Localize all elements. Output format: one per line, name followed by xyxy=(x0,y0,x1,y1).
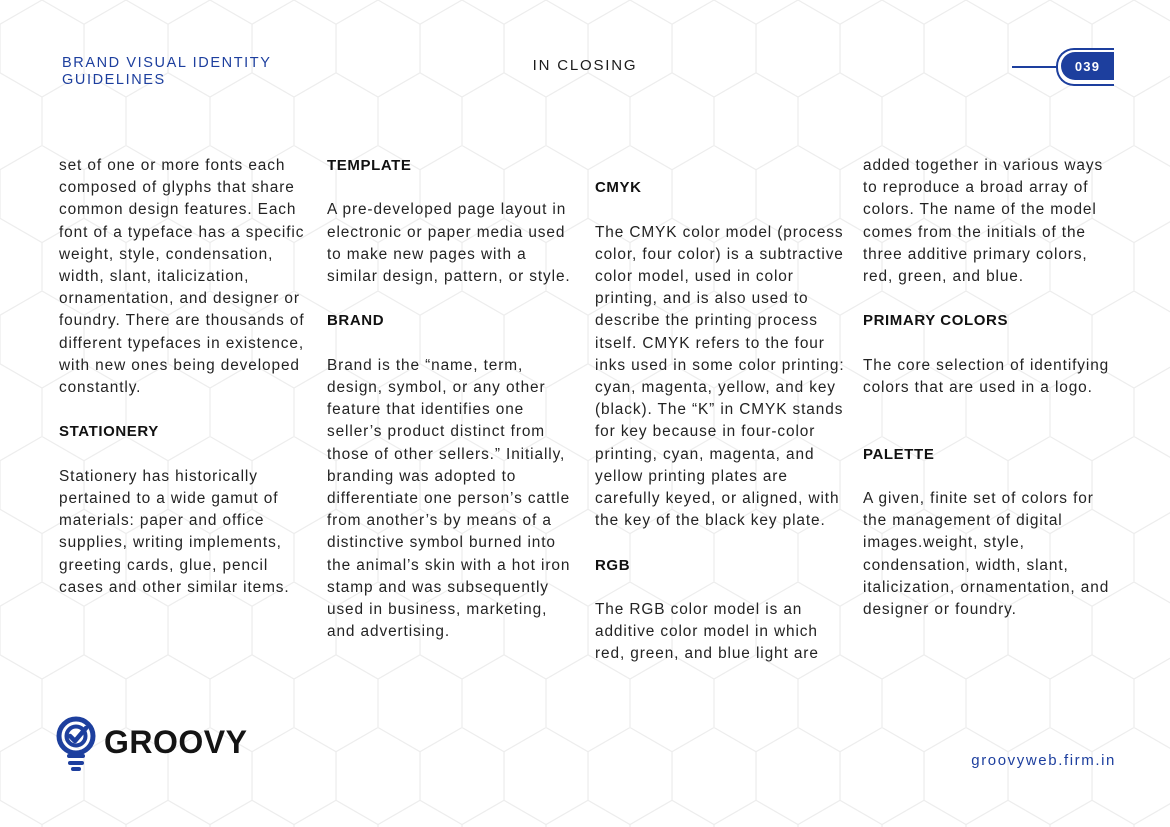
palette-heading: PALETTE xyxy=(863,445,935,463)
page-number: 039 xyxy=(1061,52,1114,80)
brand-heading: BRAND xyxy=(327,312,385,330)
primary-colors-heading: PRIMARY COLORS xyxy=(863,312,1009,330)
brand-text: Brand is the “name, term, design, symbol, or any other feature that identifies one seller’s product distinct from those of other sellers.” Initially, branding was adopted to differentiate one person’s cattle from another’s by means of a distinctive symbol burned into the animal’s skin with a hot iron stamp and was subsequently used in business, marketing, and advertising. xyxy=(327,356,571,641)
page-number-badge xyxy=(1012,48,1114,84)
stationery-heading: STATIONERY xyxy=(59,423,159,441)
cmyk-heading: CMYK xyxy=(595,179,642,197)
rgb-text: The RGB color model is an additive color model in which red, green, and blue light are xyxy=(595,601,819,663)
template-heading: TEMPLATE xyxy=(327,157,412,174)
stationery-text: Stationery has historically pertained to a wide gamut of materials: paper and office supplies, writing implements, greeting cards, glue, pencil cases and other similar items. xyxy=(59,467,290,596)
lightbulb-check-icon xyxy=(56,716,96,772)
rgb-heading: RGB xyxy=(595,556,631,574)
logo-wordmark: GROOVY xyxy=(104,724,248,760)
page-number-line xyxy=(1012,66,1058,68)
document-title: BRAND VISUAL IDENTITY GUIDELINES xyxy=(62,55,272,88)
palette-text: A given, finite set of colors for the management of digital images.weight, style, condensation, width, slant, italicization, ornamentation, and designer or foundry. xyxy=(863,489,1110,618)
groovy-logo xyxy=(56,716,256,772)
template-text: A pre-developed page layout in electronic or paper media used to make new pages with a similar design, pattern, or style. xyxy=(327,201,571,285)
column-1 xyxy=(59,155,309,599)
cmyk-text: The CMYK color model (process color, four color) is a subtractive color model, used in color printing, and is also used to describe the printing process itself. CMYK refers to the four inks used in some color printing: cyan, magenta, yellow, and key (black). The “K” in CMYK stands for key because in four-color printing, cyan, magenta, and yellow printing plates are carefully keyed, or aligned, with the key of the black key plate. xyxy=(595,223,845,530)
column-3 xyxy=(595,155,845,666)
primary-colors-text: The core selection of identifying colors that are used in a logo. xyxy=(863,356,1110,396)
column-4 xyxy=(863,155,1118,621)
typeface-continued-text: set of one or more fonts each composed of glyphs that share common design features. Each font of a typeface has a specific weight, style, condensation, width, slant, italicization, ornamentation, and designer or foundry. There are thousands of different typefaces in existence, with new ones being developed constantly. xyxy=(59,157,305,397)
section-title: IN CLOSING xyxy=(532,57,638,74)
website-link[interactable]: groovyweb.firm.in xyxy=(971,752,1116,769)
column-2 xyxy=(327,155,577,643)
rgb-continued-text: added together in various ways to reproduce a broad array of colors. The name of the model comes from the initials of the three additive primary colors, red, green, and blue. xyxy=(863,157,1104,286)
